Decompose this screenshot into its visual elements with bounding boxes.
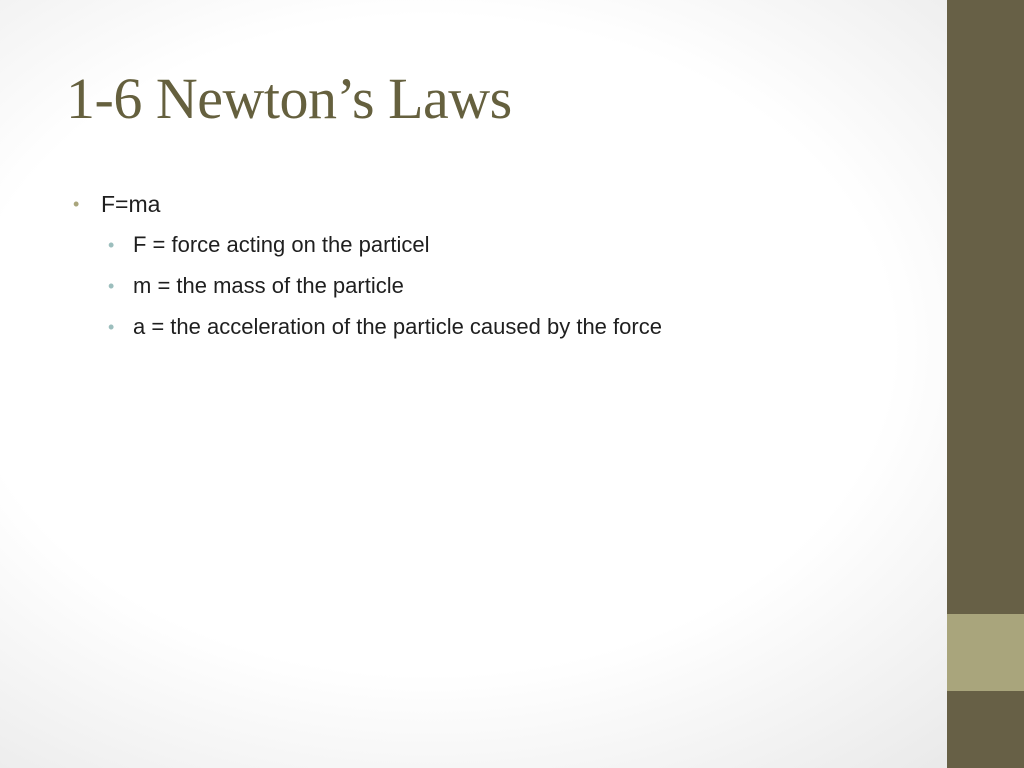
slide-title: 1-6 Newton’s Laws xyxy=(66,66,512,131)
sub-bullet-text: m = the mass of the particle xyxy=(133,273,404,298)
sub-bullet-text: a = the acceleration of the particle caused by the force xyxy=(133,314,662,339)
bullet-dot-icon: • xyxy=(108,235,115,255)
side-band-accent xyxy=(947,614,1024,691)
sub-bullet-item xyxy=(72,268,932,304)
bullet-item xyxy=(72,186,932,222)
sub-bullet-item xyxy=(72,309,932,345)
sub-bullet-text: F = force acting on the particel xyxy=(133,232,430,257)
bullet-text: F=ma xyxy=(101,191,161,217)
bullet-dot-icon: • xyxy=(108,276,115,296)
sub-bullet-item xyxy=(72,227,932,263)
bullet-list xyxy=(72,186,932,350)
bullet-dot-icon: • xyxy=(73,194,80,214)
bullet-dot-icon: • xyxy=(108,317,115,337)
